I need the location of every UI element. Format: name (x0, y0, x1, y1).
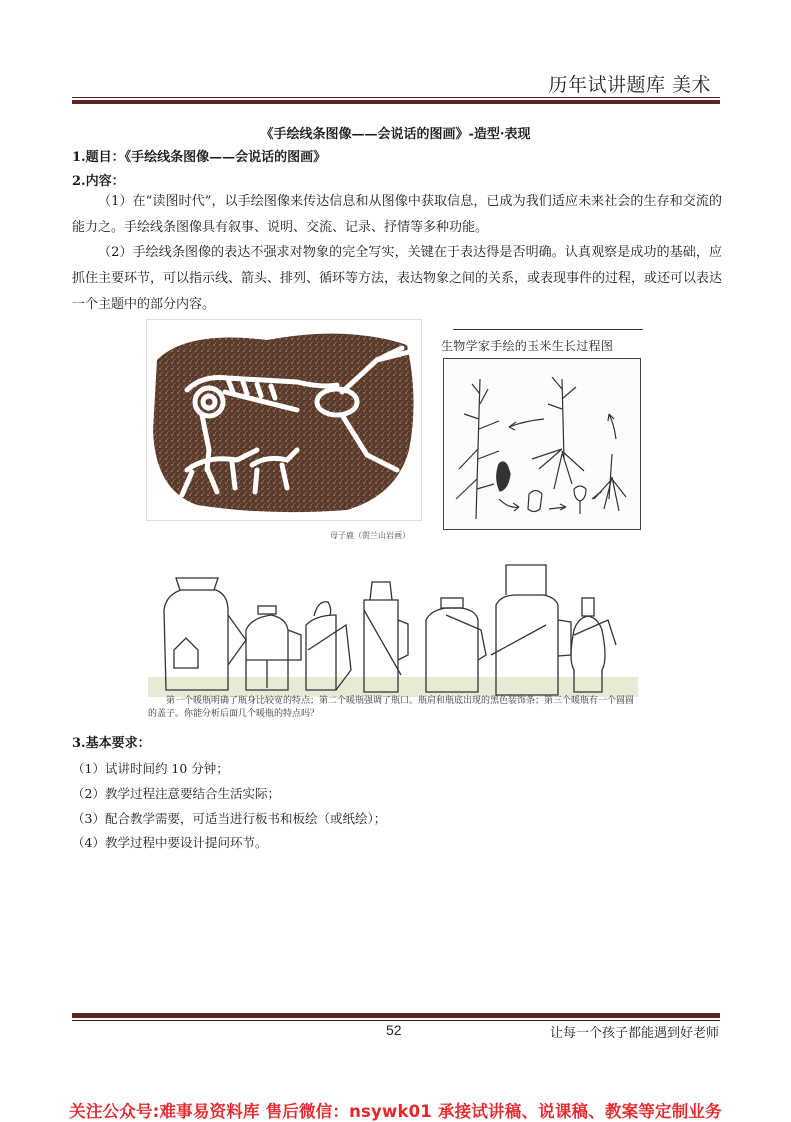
rock-art-caption: 母子鹿（贺兰山岩画） (330, 531, 410, 540)
requirement-item-1: （1）试讲时间约 10 分钟； (72, 761, 229, 776)
corn-growth-image (444, 359, 640, 529)
thermos-caption: 第一个暖瓶明确了瓶身比较宽的特点；第二个暖瓶强调了瓶口、瓶肩和瓶底出现的黑色装饰条；第三个暖瓶有一个圆圆的盖子。你能分析后面几个暖瓶的特点吗？ (148, 696, 635, 719)
thermos-figure (146, 560, 652, 725)
requirement-item-2: （2）教学过程注意要结合生活实际； (72, 786, 280, 801)
page-number: 52 (386, 1022, 402, 1038)
corn-figure-frame (443, 358, 641, 530)
header-title: 历年试讲题库 美术 (548, 74, 711, 96)
requirement-item-4: （4）教学过程中要设计提问环节。 (72, 835, 268, 850)
thermos-drawings (146, 560, 652, 700)
header-rule-thick (72, 100, 720, 104)
section-requirements-label: 3.基本要求： (72, 736, 151, 751)
section-topic-value: 《手绘线条图像——会说话的图画》 (124, 150, 327, 165)
corn-figure-title: 生物学家手绘的玉米生长过程图 (441, 339, 614, 353)
requirement-item-3: （3）配合教学需要，可适当进行板书和板绘（或纸绘）； (72, 811, 387, 826)
document-title: 《手绘线条图像——会说话的图画》-造型·表现 (260, 127, 531, 142)
header-rule-thin (72, 97, 720, 98)
promo-banner: 关注公众号:难事易资料库 售后微信：nsywk01 承接试讲稿、说课稿、教案等定制业务 (69, 1102, 722, 1121)
footer-slogan: 让每一个孩子都能遇到好老师 (549, 1026, 719, 1041)
corn-figure-rule (453, 329, 643, 330)
section-topic (72, 150, 722, 166)
rock-art-figure (146, 319, 422, 521)
content-paragraph-2: （2）手绘线条图像的表达不强求对物象的完全写实，关键在于表达得是否明确。认真观察是成功的基础，应抓住主要环节，可以指示线、箭头、排列、循环等方法，表达物象之间的关系，或表现事件的过程，或还可以表达一个主题中的部分内容。 (72, 245, 723, 312)
content-paragraph-1: （1）在“读图时代”，以手绘图像来传达信息和从图像中获取信息，已成为我们适应未来社会的生存和交流的能力之。手绘线条图像具有叙事、说明、交流、记录、抒情等多种功能。 (72, 194, 722, 235)
footer-rule-thick (72, 1013, 720, 1018)
footer-rule-thin (72, 1020, 720, 1021)
section-content-label: 2.内容： (72, 174, 125, 189)
corn-growth-figure (437, 325, 645, 530)
rock-art-image (147, 320, 421, 520)
section-topic-label: 1.题目： (72, 150, 125, 165)
